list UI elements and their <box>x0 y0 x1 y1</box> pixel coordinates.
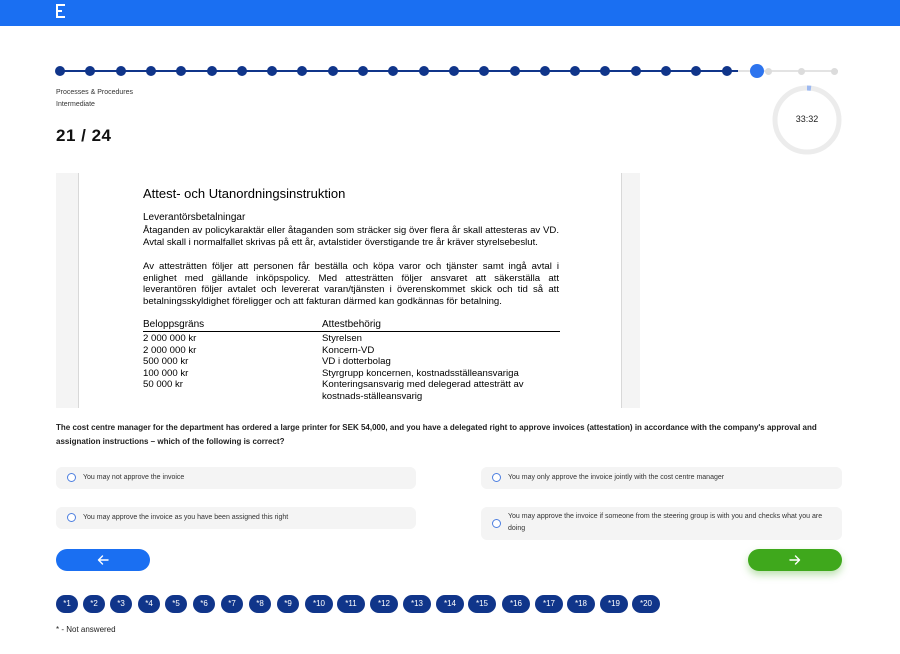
question-nav-pill[interactable]: *12 <box>370 595 398 613</box>
timer-value: 33:32 <box>795 114 819 124</box>
question-nav-pill[interactable]: *14 <box>436 595 464 613</box>
countdown-timer <box>772 85 842 155</box>
category-label: Processes & Procedures <box>56 89 134 96</box>
progress-step-completed <box>600 66 610 76</box>
progress-step-completed <box>540 66 550 76</box>
question-nav-pill[interactable]: *11 <box>337 595 365 613</box>
progress-step-completed <box>388 66 398 76</box>
table-cell-amount: 500 000 kr <box>143 356 189 368</box>
question-nav-pill[interactable]: *10 <box>305 595 333 613</box>
previous-button[interactable] <box>56 549 150 571</box>
top-bar <box>0 0 900 26</box>
question-nav-pill[interactable]: *17 <box>535 595 563 613</box>
arrow-left-icon <box>97 554 109 566</box>
table-cell-approver: Konteringsansvarig med delegerad attesträtt av kostnads-ställeansvarig <box>322 379 524 402</box>
radio-button[interactable] <box>67 473 76 482</box>
answer-option-2[interactable] <box>481 467 842 489</box>
progress-step-upcoming <box>831 68 838 75</box>
progress-step-upcoming <box>765 68 772 75</box>
table-header-amount: Beloppsgräns <box>143 319 205 330</box>
progress-step-completed <box>55 66 65 76</box>
question-nav-pill[interactable]: *1 <box>56 595 78 613</box>
answer-label: You may approve the invoice as you have been assigned this right <box>83 514 289 521</box>
question-meta <box>56 87 133 111</box>
document-title: Attest- och Utanordningsinstruktion <box>143 186 346 201</box>
progress-step-completed <box>479 66 489 76</box>
progress-step-completed <box>510 66 520 76</box>
question-nav-pill[interactable]: *7 <box>221 595 243 613</box>
arrow-right-icon <box>789 554 801 566</box>
document-paragraph: Åtaganden av policykaraktär eller åtaganden som sträcker sig över flera år skall attesteras av VD. Avtal skall i normalfallet skrivas på ett år, avtalstider överstigande tre år kräver styrelsebeslut. <box>143 225 559 248</box>
table-cell-approver: Styrgrupp koncernen, kostnadsställeansvariga <box>322 367 519 379</box>
radio-button[interactable] <box>492 519 501 528</box>
answer-label: You may only approve the invoice jointly with the cost centre manager <box>508 474 725 481</box>
question-text: The cost centre manager for the department has ordered a large printer for SEK 54,000, and you have a delegated right to approve invoices (attestation) in accordance with the company's approval and assignation instructions – which of the following is correct? <box>56 423 817 446</box>
table-cell-amount: 2 000 000 kr <box>143 333 197 344</box>
level-label: Intermediate <box>56 101 95 108</box>
progress-step-upcoming <box>798 68 805 75</box>
document-page <box>78 173 622 408</box>
progress-step-completed <box>631 66 641 76</box>
progress-step-completed <box>691 66 701 76</box>
question-nav-pill[interactable]: *4 <box>138 595 160 613</box>
answer-option-4[interactable] <box>481 507 842 540</box>
progress-step-completed <box>358 66 368 76</box>
progress-step-completed <box>328 66 338 76</box>
question-counter: 21 / 24 <box>56 126 112 145</box>
question-nav-pill[interactable]: *13 <box>403 595 431 613</box>
table-header-approver: Attestbehörig <box>322 319 381 330</box>
radio-button[interactable] <box>492 473 501 482</box>
question-nav-pill[interactable]: *20 <box>632 595 660 613</box>
progress-step-completed <box>85 66 95 76</box>
progress-step-completed <box>176 66 186 76</box>
progress-step-completed <box>449 66 459 76</box>
progress-step-current <box>750 64 764 78</box>
progress-step-completed <box>297 66 307 76</box>
question-nav-pill[interactable]: *6 <box>193 595 215 613</box>
question-nav-pill[interactable]: *16 <box>502 595 530 613</box>
next-button[interactable] <box>748 549 842 571</box>
footnote: * - Not answered <box>56 625 116 634</box>
progress-step-completed <box>419 66 429 76</box>
question-nav-pill[interactable]: *18 <box>567 595 595 613</box>
table-cell-amount: 2 000 000 kr <box>143 344 197 356</box>
table-cell-approver: VD i dotterbolag <box>322 356 391 368</box>
question-nav-pill[interactable]: *5 <box>165 595 187 613</box>
table-cell-approver: Styrelsen <box>322 333 362 344</box>
progress-step-completed <box>146 66 156 76</box>
progress-step-completed <box>570 66 580 76</box>
progress-stepper <box>56 65 846 77</box>
progress-step-completed <box>207 66 217 76</box>
brand-logo-icon[interactable] <box>56 4 65 19</box>
question-nav-pill[interactable]: *15 <box>468 595 496 613</box>
question-nav-pill[interactable]: *2 <box>83 595 105 613</box>
table-cell-amount: 50 000 kr <box>143 379 184 391</box>
progress-step-completed <box>722 66 732 76</box>
answer-option-3[interactable] <box>56 507 416 529</box>
document-paragraph: Av attesträtten följer att personen får beställa och köpa varor och tjänster samt ingå avtal i enlighet med gällande inköpspolicy. Med attesträtten följer ansvaret att säkerställa att leverantören följer avtalet och levererat varan/tjänsten i överenskommet skick och tid så att betalningsskyldighet föreligger och att fakturan därmed kan godkännas för betalning. <box>143 261 559 307</box>
document-subtitle: Leverantörsbetalningar <box>143 212 246 223</box>
question-nav-pill[interactable]: *19 <box>600 595 628 613</box>
answer-label: You may approve the invoice if someone from the steering group is with you and checks what you are doing <box>508 513 823 532</box>
question-nav-pill[interactable]: *8 <box>249 595 271 613</box>
table-cell-amount: 100 000 kr <box>143 367 189 379</box>
radio-button[interactable] <box>67 513 76 522</box>
progress-step-completed <box>116 66 126 76</box>
answer-option-1[interactable] <box>56 467 416 489</box>
answer-label: You may not approve the invoice <box>83 474 185 481</box>
progress-step-completed <box>267 66 277 76</box>
table-divider <box>143 331 560 332</box>
question-nav-pill[interactable]: *9 <box>277 595 299 613</box>
table-cell-approver: Koncern-VD <box>322 344 375 356</box>
question-nav-pill[interactable]: *3 <box>110 595 132 613</box>
progress-step-completed <box>237 66 247 76</box>
progress-step-completed <box>661 66 671 76</box>
